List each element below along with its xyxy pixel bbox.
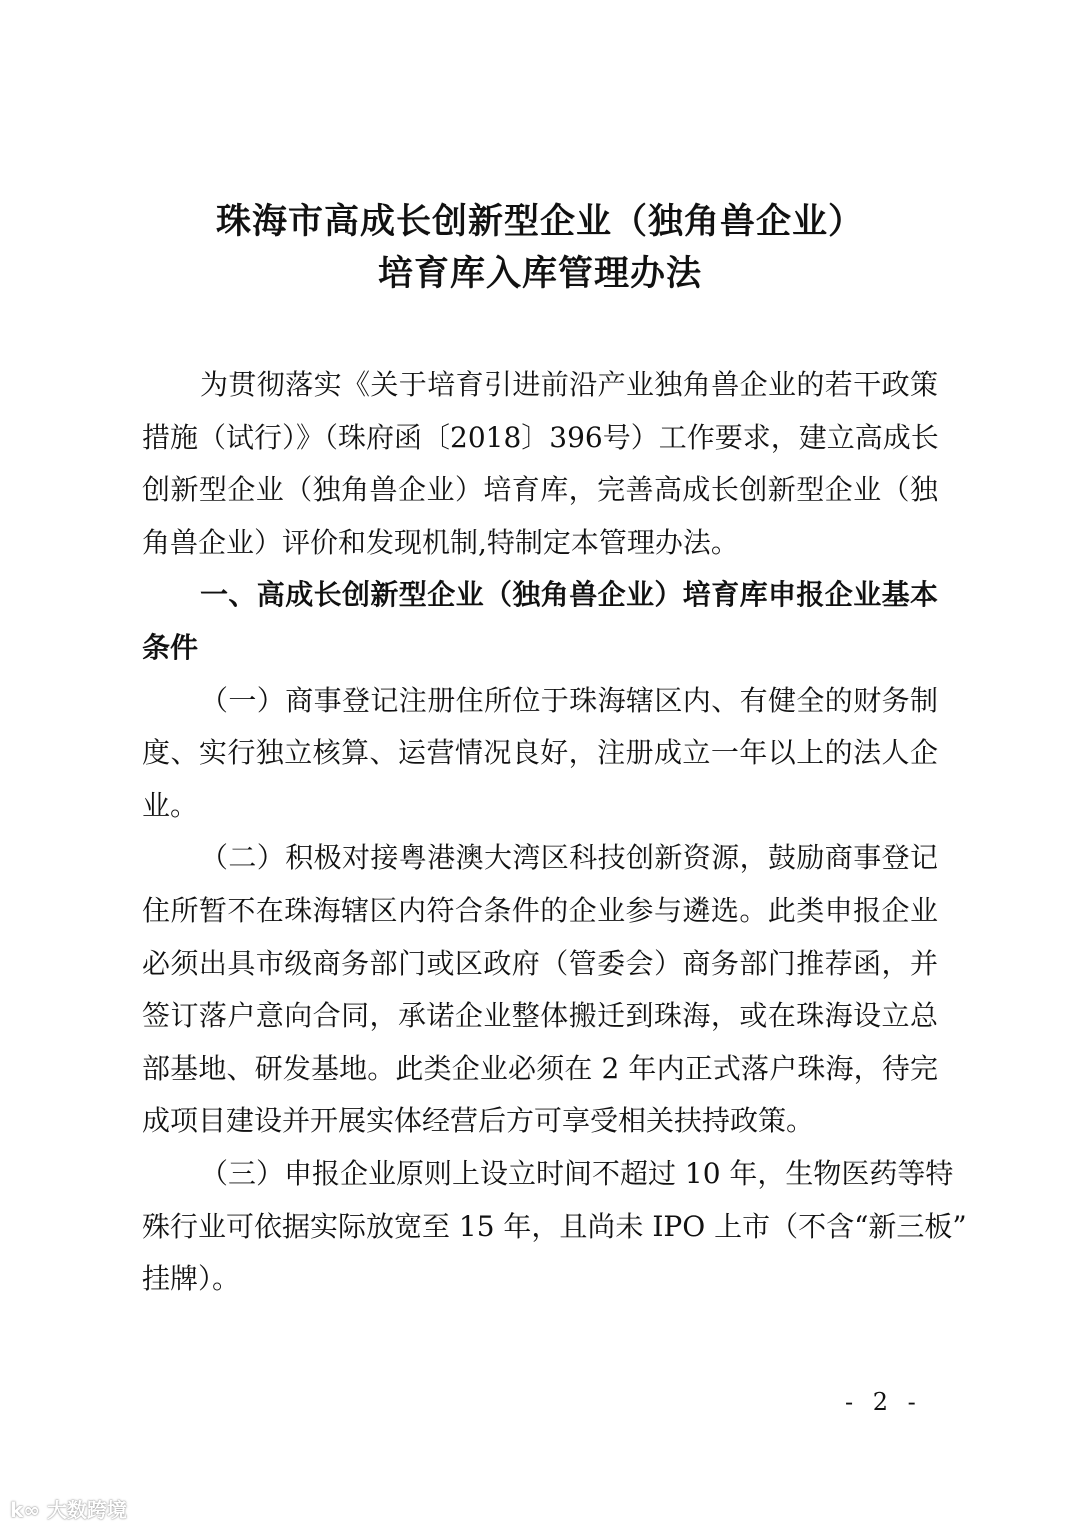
text-line: 挂牌）。	[142, 1262, 241, 1296]
text-line: 签订落户意向合同，承诺企业整体搬迁到珠海，或在珠海设立总	[142, 999, 938, 1033]
text-line: 部基地、研发基地。此类企业必须在 2 年内正式落户珠海，待完	[142, 1051, 938, 1085]
watermark-logo: k∞ 大数跨境	[10, 1498, 127, 1522]
text-line: 措施（试行）》（珠府函〔2018〕396号）工作要求，建立高成长	[142, 420, 939, 454]
text-line: 条件	[142, 630, 199, 664]
paragraph	[142, 832, 938, 1148]
text-line: 殊行业可依据实际放宽至 15 年，且尚未 IPO 上市（不含“新三板”	[142, 1209, 967, 1243]
text-line: 业。	[142, 788, 199, 822]
text-line: 必须出具市级商务部门或区政府（管委会）商务部门推荐函，并	[142, 946, 938, 980]
document-title-line-1: 珠海市高成长创新型企业（独角兽企业）	[215, 202, 864, 242]
text-line: （二）积极对接粤港澳大湾区科技创新资源，鼓励商事登记	[200, 841, 938, 875]
document-title-line-2: 培育库入库管理办法	[377, 254, 702, 294]
text-line: 成项目建设并开展实体经营后方可享受相关扶持政策。	[142, 1104, 815, 1138]
document-body	[142, 359, 967, 1306]
paragraph	[142, 675, 938, 833]
text-line: 为贯彻落实《关于培育引进前沿产业独角兽企业的若干政策	[200, 368, 938, 401]
text-line: 角兽企业）评价和发现机制,特制定本管理办法。	[142, 525, 739, 559]
section-heading	[142, 569, 938, 674]
text-line: 创新型企业（独角兽企业）培育库，完善高成长创新型企业（独	[142, 473, 938, 507]
text-line: 度、实行独立核算、运营情况良好，注册成立一年以上的法人企	[142, 736, 938, 770]
text-line: （三）申报企业原则上设立时间不超过 10 年，生物医药等特	[200, 1156, 954, 1190]
paragraph	[142, 359, 938, 569]
page-number: - 2 -	[845, 1388, 922, 1416]
text-line: 一、高成长创新型企业（独角兽企业）培育库申报企业基本	[200, 578, 938, 612]
paragraph	[142, 1148, 967, 1306]
text-line: 住所暂不在珠海辖区内符合条件的企业参与遴选。此类申报企业	[142, 893, 938, 927]
text-line: （一）商事登记注册住所位于珠海辖区内、有健全的财务制	[200, 683, 938, 717]
